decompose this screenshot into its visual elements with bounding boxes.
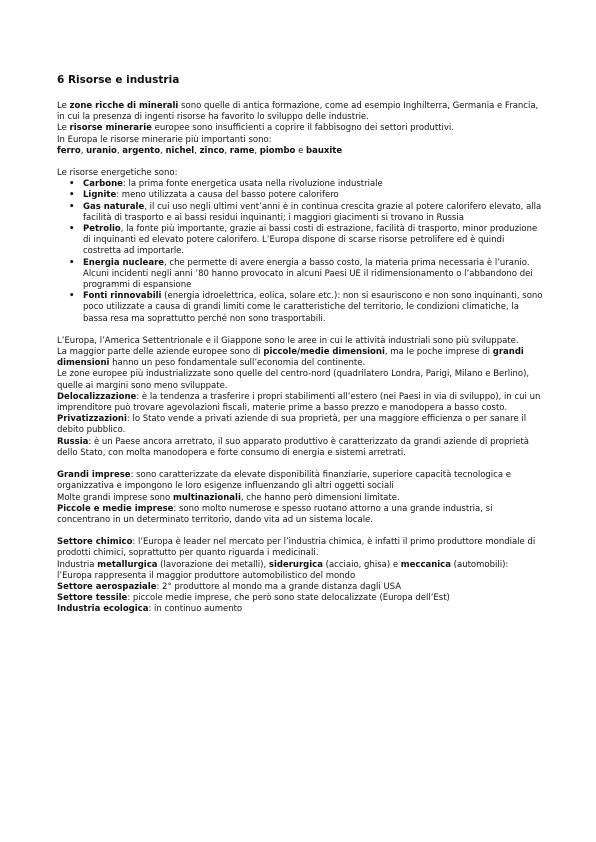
- bold-term: piombo: [259, 145, 296, 156]
- bold-term: Russia: [57, 436, 89, 447]
- text-run: Molte grandi imprese sono: [57, 492, 173, 503]
- text-run: : la prima fonte energetica usata nella rivoluzione industriale: [122, 179, 383, 190]
- paragraph: [57, 560, 543, 582]
- paragraph: [57, 414, 543, 436]
- paragraph: [57, 604, 543, 615]
- text-run: : sono molto numerose e spesso ruotano attorno a una grande industria, si concentrano in un determinato territorio, dando vita ad un sistema locale.: [57, 503, 493, 525]
- text-run: europee sono insufficienti a coprire il fabbisogno dei settori produttivi.: [151, 123, 454, 134]
- bold-term: piccole/medie dimensioni: [263, 347, 385, 358]
- text-run: : piccole medie imprese, che però sono state delocalizzate (Europa dell’Est): [127, 593, 450, 604]
- list-item: [83, 202, 543, 224]
- industry-section: [57, 336, 543, 459]
- list-item: [83, 224, 543, 258]
- text-run: : lo Stato vende a privati aziende di sua proprietà, per una maggiore efficienza o per sanare il debito pubblico.: [57, 414, 527, 436]
- text-run: La maggior parte delle aziende europee sono di: [57, 347, 264, 358]
- text-run: Industria: [57, 559, 98, 570]
- text-run: ,: [80, 145, 87, 156]
- bold-term: uranio: [86, 145, 117, 156]
- paragraph: [57, 392, 543, 414]
- paragraph: [57, 369, 543, 391]
- energy-section: [57, 168, 543, 325]
- bold-term: zone ricche di minerali: [69, 101, 179, 111]
- bold-term: Petrolio: [83, 224, 121, 235]
- bold-term: argento: [122, 145, 161, 156]
- energy-list: [57, 179, 543, 325]
- text-run: ,: [254, 145, 260, 156]
- text-run: , la fonte più importante, grazie ai bassi costi di estrazione, facilità di trasporto, minor produzione di inquinanti ed elevato potere calorifero. L’Europa dispone di scarse risorse petrolifere ed è quindi costretta ad importarle.: [83, 224, 538, 257]
- paragraph: [57, 135, 543, 146]
- text-run: ,: [224, 145, 230, 156]
- text-run: (acciaio, ghisa) e: [322, 559, 401, 570]
- bold-term: ferro: [57, 145, 81, 156]
- bold-term: grandi dimensioni: [57, 347, 524, 369]
- text-run: ,: [194, 145, 200, 156]
- text-run: In Europa le risorse minerarie più importanti sono:: [57, 134, 272, 145]
- bold-term: bauxite: [306, 145, 343, 156]
- paragraph: [57, 123, 543, 134]
- text-run: : è un Paese ancora arretrato, il suo apparato produttivo è caratterizzato da grandi aziende di proprietà dello Stato, con molta manodopera e forte consumo di energia e sistemi arretrati.: [57, 436, 530, 458]
- sectors-section: [57, 537, 543, 615]
- bold-term: Settore tessile: [57, 593, 128, 604]
- text-run: , il cui uso negli ultimi vent’anni è in continua crescita grazie al potere calorifero elevato, alla facilità di trasporto e ai bassi residui inquinanti; i maggiori giacimenti si trovano in Russia: [83, 201, 542, 223]
- text-run: ,: [116, 145, 123, 156]
- paragraph: [57, 347, 543, 369]
- bold-term: Piccole e medie imprese: [57, 503, 174, 514]
- bold-term: risorse minerarie: [69, 123, 152, 134]
- paragraph: [57, 437, 543, 459]
- bold-term: Energia nucleare: [83, 257, 165, 268]
- paragraph: [57, 582, 543, 593]
- text-run: : l’Europa è leader nel mercato per l’industria chimica, è infatti il primo produttore mondiale di prodotti chimici, soprattutto per quanto riguarda i medicinali.: [57, 537, 536, 559]
- bold-term: nichel: [165, 145, 195, 156]
- text-run: sono quelle di antica formazione, come ad esempio Inghilterra, Germania e Francia, in cui la presenza di ingenti risorse ha favorito lo sviluppo delle industrie.: [57, 101, 539, 123]
- list-item: [83, 179, 543, 190]
- bold-term: Privatizzazioni: [57, 414, 127, 425]
- paragraph: [57, 593, 543, 604]
- minerals-section: [57, 101, 543, 157]
- bold-term: rame: [229, 145, 255, 156]
- text-run: , che permette di avere energia a basso costo, la materia prima necessaria è l’uranio. Alcuni incidenti negli anni ’80 hanno provocato in alcuni Paesi UE il ridimensionamento o l’abbandono dei programmi di espansione: [83, 257, 533, 291]
- bold-term: Settore chimico: [57, 537, 133, 548]
- bold-term: Fonti rinnovabili: [83, 291, 162, 302]
- text-run: Le zone europee più industrializzate sono quelle del centro-nord (quadrilatero Londra, Parigi, Milano e Berlino), quelle ai margini sono meno sviluppate.: [57, 369, 530, 391]
- bold-term: Industria ecologica: [57, 604, 149, 615]
- energy-intro: Le risorse energetiche sono:: [57, 168, 178, 179]
- paragraph: [57, 504, 543, 526]
- list-item: [83, 258, 543, 292]
- text-run: (automobili): l’Europa rappresenta il maggior produttore automobilistico del mondo: [57, 559, 509, 581]
- text-run: : 2° produttore al mondo ma a grande distanza dagli USA: [156, 581, 402, 592]
- bold-term: Gas naturale: [83, 201, 145, 212]
- text-run: : è la tendenza a trasferire i propri stabilimenti all’estero (nei Paesi in via di sviluppo), in cui un imprenditore può trovare agevolazioni fiscali, materie prime a basso prezzo e manodopera a basso costo.: [57, 391, 541, 414]
- bold-term: meccanica: [400, 559, 451, 570]
- minerals-list-line: [57, 146, 543, 157]
- text-run: Le: [57, 123, 70, 134]
- text-run: e: [295, 145, 307, 156]
- bold-term: siderurgica: [268, 559, 323, 570]
- paragraph: [57, 493, 543, 504]
- bold-term: Carbone: [83, 179, 123, 190]
- bold-term: Delocalizzazione: [57, 391, 137, 402]
- text-run: (energia idroelettrica, eolica, solare etc.): non si esauriscono e non sono inquinanti, sono poco utilizzate a causa di grandi limiti come le caratteristiche del territorio, le condizioni climatiche, la bassa resa ma soprattutto perché non sono trasportabili.: [83, 291, 543, 324]
- bold-term: Lignite: [83, 190, 117, 201]
- companies-section: [57, 470, 543, 526]
- text-run: : meno utilizzata a causa del basso potere calorifero: [116, 190, 339, 201]
- bold-term: multinazionali: [172, 492, 241, 503]
- paragraph: [57, 537, 543, 559]
- list-item: [83, 291, 543, 325]
- text-run: , ma le poche imprese di: [384, 347, 493, 358]
- page-title: 6 Risorse e industria: [57, 74, 180, 86]
- paragraph: [57, 101, 543, 123]
- text-run: ,: [160, 145, 166, 156]
- text-run: (lavorazione dei metalli),: [157, 559, 269, 570]
- list-item: [83, 190, 543, 201]
- text-run: : in continuo aumento: [148, 604, 243, 615]
- text-run: : sono caratterizzate da elevate disponibilità finanziarie, superiore capacità tecnologica e organizzativa e impongono le loro esigenze influenzando gli altri oggetti sociali: [57, 470, 511, 492]
- bold-term: Settore aerospaziale: [57, 581, 157, 592]
- text-run: hanno un peso fondamentale sull’economia del continente.: [109, 358, 366, 369]
- document-content: [57, 74, 543, 616]
- text-run: Le: [57, 101, 70, 111]
- text-run: , che hanno però dimensioni limitate.: [240, 492, 400, 503]
- bold-term: metallurgica: [97, 559, 158, 570]
- paragraph: [57, 470, 543, 492]
- bold-term: zinco: [199, 145, 225, 156]
- paragraph: [57, 336, 543, 347]
- text-run: L’Europa, l’America Settentrionale e il Giappone sono le aree in cui le attività industriali sono più sviluppate.: [57, 335, 519, 346]
- bold-term: Grandi imprese: [57, 470, 131, 481]
